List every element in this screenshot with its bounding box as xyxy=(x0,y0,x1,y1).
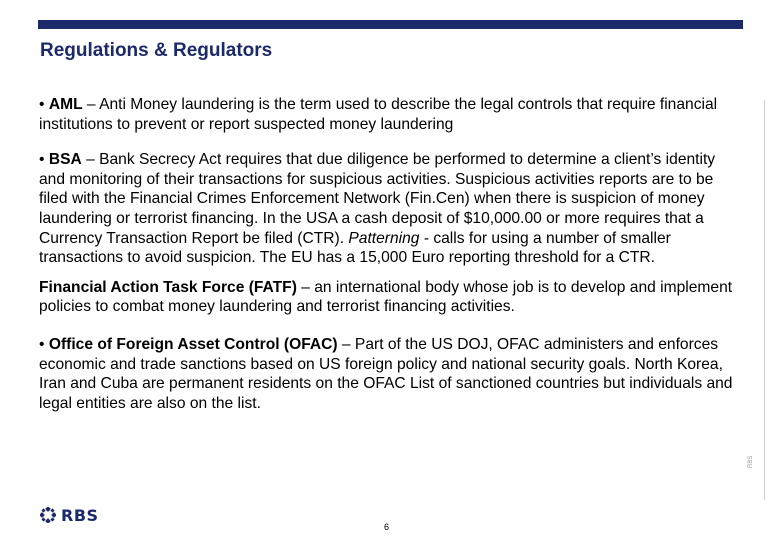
bullet: • xyxy=(39,96,45,113)
bsa-text-b: - calls for using a number of smaller transactions to avoid suspicion. The EU has a 15,000 Euro reporting threshold for a CTR. xyxy=(39,229,671,267)
bullet: • xyxy=(39,335,45,353)
page-number: 6 xyxy=(384,522,390,532)
side-code: RBS xyxy=(748,455,754,468)
header-rule xyxy=(38,20,743,29)
fatf-text: – an international body whose job is to develop and implement policies to combat money laundering and terrorist financing activities. xyxy=(39,278,733,316)
bsa-text-a: – Bank Secrecy Act requires that due diligence be performed to determine a client’s identity and monitoring of their transactions for suspicious activities. Suspicious activities reports are to be filed with the Financial Crimes Enforcement Network (Fin.Cen) when there is suspicion of money laundering or terrorist financing. In the USA a cash deposit of $10,000.00 or more requires that a Currency Transaction Report be filed (CTR). xyxy=(39,151,716,247)
daisy-wheel-icon xyxy=(40,507,56,523)
bullet: • xyxy=(39,151,45,169)
term-ofac: Office of Foreign Asset Control (OFAC) xyxy=(48,335,338,353)
ofac-text: – Part of the US DOJ, OFAC administers and enforces economic and trade sanctions based on US foreign policy and national security goals. North Korea, Iran and Cuba are permanent residents on the OFAC List of sanctioned countries but individuals and legal entities are also on the list. xyxy=(39,335,733,412)
bsa-italic: Patterning xyxy=(348,229,420,247)
paragraph-bsa xyxy=(39,150,739,268)
term-fatf: Financial Action Task Force (FATF) xyxy=(39,278,297,296)
aml-text: – Anti Money laundering is the term used to describe the legal controls that require financial institutions to prevent or report suspected money laundering xyxy=(39,96,718,133)
paragraph-aml xyxy=(39,95,739,134)
side-divider xyxy=(764,100,765,500)
term-bsa: BSA xyxy=(48,151,82,169)
logo-text: RBS xyxy=(61,505,99,525)
slide-body xyxy=(39,95,739,429)
term-aml: AML xyxy=(48,96,83,113)
rbs-logo xyxy=(40,507,99,523)
paragraph-ofac xyxy=(39,335,739,413)
slide-title: Regulations & Regulators xyxy=(40,40,273,61)
paragraph-fatf xyxy=(39,278,739,317)
